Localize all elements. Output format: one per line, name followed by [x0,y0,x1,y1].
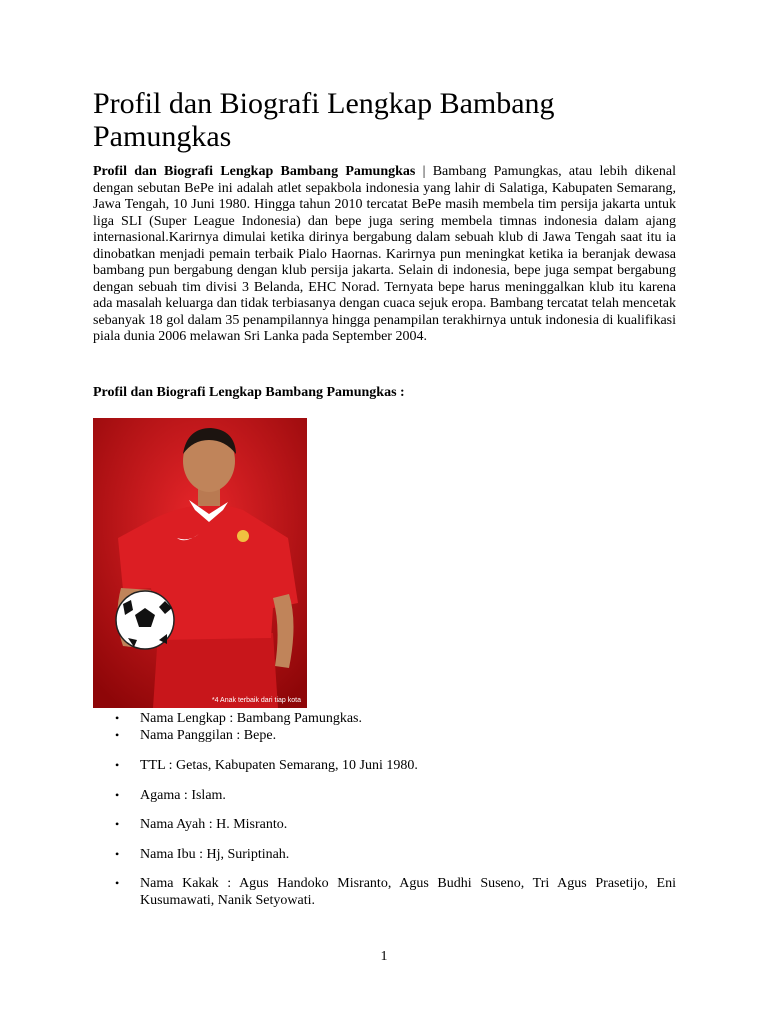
fact-text: Nama Ibu : Hj, Suriptinah. [140,847,290,862]
bullet-icon: • [115,788,120,802]
bullet-icon: • [115,817,120,831]
bullet-icon: • [115,728,120,742]
profile-subheading: Profil dan Biografi Lengkap Bambang Pamungkas : [93,385,405,400]
list-item [93,757,676,774]
intro-paragraph [93,164,676,346]
list-item [93,846,676,863]
list-item [93,710,676,727]
page-number: 1 [380,949,388,964]
fact-text: Nama Panggilan : Bepe. [140,728,277,743]
fact-text: Nama Ayah : H. Misranto. [140,817,288,832]
photo-caption: *4 Anak terbaik dari tiap kota [211,697,301,704]
page-title: Profil dan Biografi Lengkap Bambang Pamungkas [93,87,555,153]
list-item [93,816,676,833]
bullet-icon: • [115,758,120,772]
fact-text: Agama : Islam. [140,788,226,803]
list-item [93,875,676,909]
fact-text: Nama Lengkap : Bambang Pamungkas. [140,711,363,726]
bullet-icon: • [115,847,120,861]
fact-text: Nama Kakak : Agus Handoko Misranto, Agus Budhi Suseno, Tri Agus Prasetijo, Eni Kusumawati, Nanik Setyowati. [140,876,676,908]
player-illustration [93,418,307,708]
intro-text: | Bambang Pamungkas, atau lebih dikenal dengan sebutan BePe ini adalah atlet sepakbola indonesia yang lahir di Salatiga, Kabupaten Semarang, Jawa Tengah, 10 Juni 1980. Hingga tahun 2010 tercatat BePe masih membela tim persija jakarta untuk liga SLI (Super League Indonesia) dan bepe juga sering membela timnas indonesia dalam ajang internasional.Karirnya dimulai ketika dirinya bergabung dalam sebuah klub di Jawa Tengah saat itu ia dinobatkan menjadi pemain terbaik Pialo Haornas. Karirnya pun meningkat ketika ia beranjak dewasa bambang pun bergabung dengan klub persija jakarta. Selain di indonesia, bepe juga sempat bergabung dengan sebuah tim divisi 3 Belanda, EHC Norad. Ternyata bepe harus meninggalkan klub itu karena ada masalah keluarga dan tidak terbiasanya dengan cuaca sejuk eropa. Bambang tercatat telah mencetak sebanyak 18 gol dalam 35 penampilannya hingga penampilan terakhirnya untuk indonesia di kualifikasi piala dunia 2006 melawan Sri Lanka pada September 2004. [93,164,676,344]
list-item [93,787,676,804]
fact-text: TTL : Getas, Kabupaten Semarang, 10 Juni 1980. [140,758,418,773]
intro-lead: Profil dan Biografi Lengkap Bambang Pamungkas [93,164,416,179]
player-photo [93,418,307,708]
list-item [93,727,676,744]
bullet-icon: • [115,876,120,890]
bullet-icon: • [115,711,120,725]
